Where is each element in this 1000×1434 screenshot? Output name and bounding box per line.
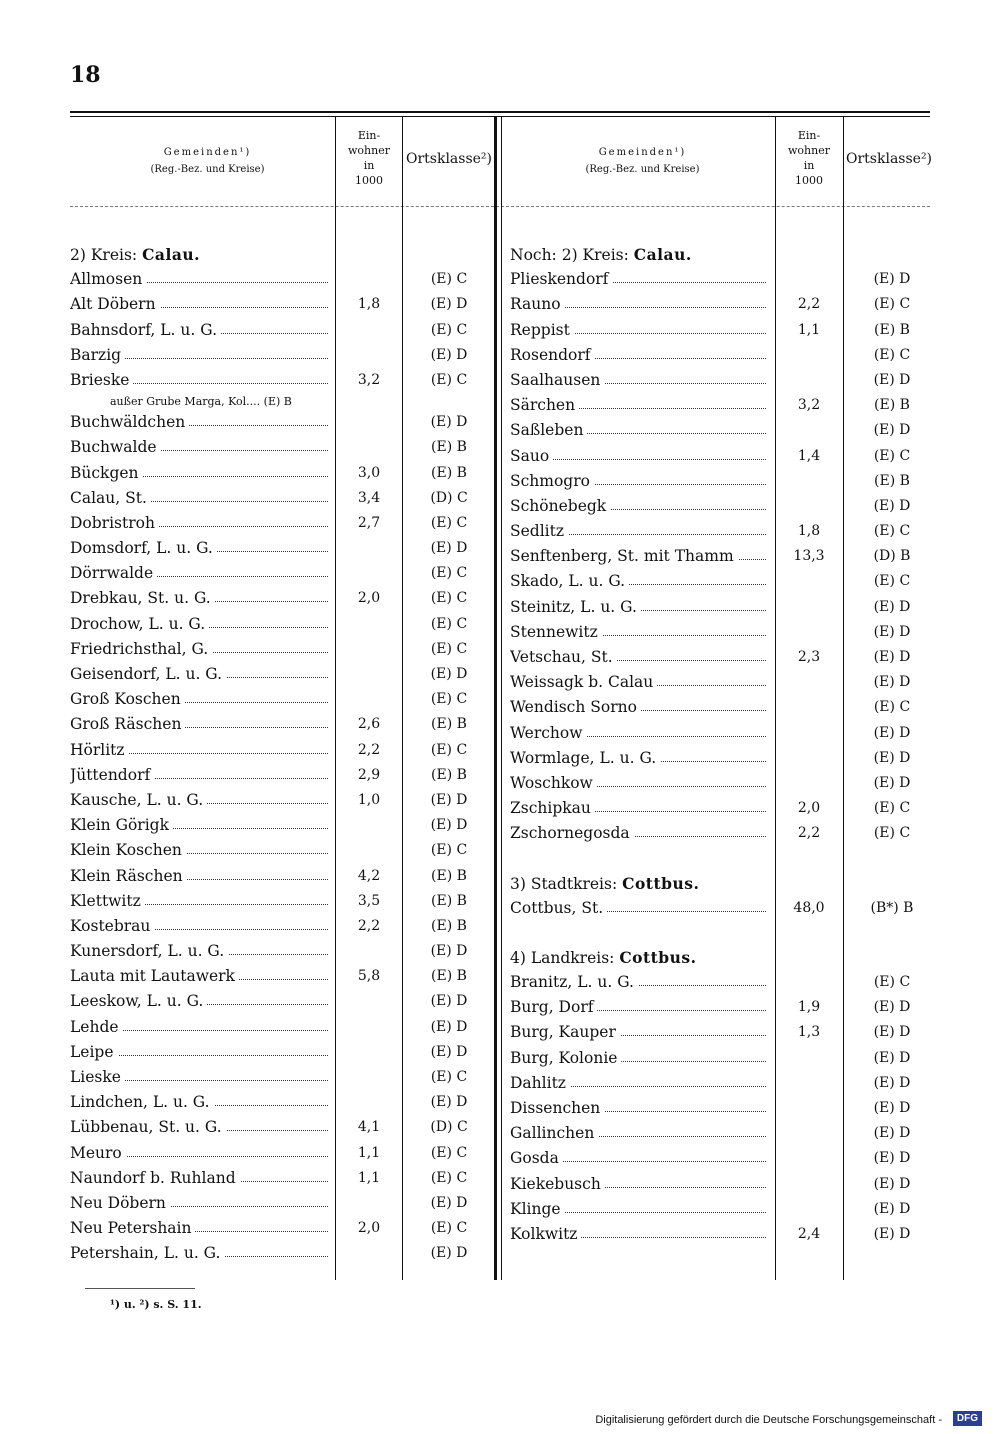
municipality-name: Gallinchen [510, 1121, 598, 1146]
header-gemeinden-right: Gemeinden¹) [598, 147, 687, 158]
population-value: 1,1 [797, 321, 821, 338]
municipality-name: Jüttendorf [70, 763, 154, 788]
table-row [70, 662, 495, 687]
spacer [510, 847, 930, 871]
table-row [70, 1141, 495, 1166]
population-value: 3,4 [357, 489, 381, 506]
population-value: 2,6 [357, 716, 381, 733]
table-row [510, 670, 930, 695]
ortsklasse-value: (E) C [430, 615, 468, 632]
municipality-name: Schmogro [510, 469, 594, 494]
ortsklasse-value: (E) D [430, 666, 468, 682]
ortsklasse-value: (E) D [430, 346, 468, 363]
table-row [510, 494, 930, 519]
ortsklasse-value: (D) C [430, 1119, 468, 1136]
municipality-name: Särchen [510, 393, 579, 418]
section-district: Calau. [633, 245, 692, 264]
ortsklasse-value: (E) C [430, 321, 468, 338]
municipality-name: Plieskendorf [510, 267, 612, 292]
ortsklasse-value: (E) D [430, 540, 468, 557]
table-row [510, 1096, 930, 1121]
ortsklasse-value: (E) B [874, 397, 910, 414]
ortsklasse-value: (E) D [430, 1018, 468, 1035]
municipality-name: Werchow [510, 721, 587, 746]
table-row [510, 620, 930, 645]
ortsklasse-value: (E) D [873, 1225, 911, 1242]
municipality-name: Steinitz, L. u. G. [510, 595, 641, 620]
table-row [510, 343, 930, 368]
ortsklasse-value: (E) B [431, 968, 467, 985]
table-row [510, 469, 930, 494]
header-separator [70, 206, 930, 207]
table-row [70, 864, 495, 889]
table-row [70, 1241, 495, 1266]
ortsklasse-value: (E) D [873, 271, 911, 288]
municipality-name: Weissagk b. Calau [510, 670, 657, 695]
population-value: 2,0 [797, 800, 821, 817]
population-value: 1,9 [797, 999, 821, 1016]
municipality-name: Woschkow [510, 771, 597, 796]
ortsklasse-value: (E) C [430, 842, 468, 859]
ortsklasse-value: (E) D [873, 1200, 911, 1217]
table-row [70, 586, 495, 611]
ortsklasse-value: (E) C [873, 346, 911, 363]
table-row [70, 1065, 495, 1090]
ortsklasse-value: (E) C [873, 523, 911, 540]
table-row [70, 989, 495, 1014]
municipality-name: Klein Görigk [70, 813, 173, 838]
population-value: 1,1 [357, 1169, 381, 1186]
municipality-name: Hörlitz [70, 738, 129, 763]
header-gemeinden-sub-left: (Reg.-Bez. und Kreise) [150, 164, 265, 175]
ortsklasse-value: (E) B [874, 472, 910, 489]
municipality-name: Dissenchen [510, 1096, 604, 1121]
table-row [510, 1071, 930, 1096]
population-value: 4,1 [357, 1119, 381, 1136]
ortsklasse-value: (E) D [430, 1094, 468, 1111]
ortsklasse-value: (D) B [873, 548, 911, 565]
ortsklasse-value: (E) D [873, 371, 911, 388]
municipality-name: Burg, Dorf [510, 995, 597, 1020]
ortsklasse-value: (E) D [873, 774, 911, 791]
population-value: 2,2 [797, 825, 821, 842]
municipality-name: Sauo [510, 444, 553, 469]
left-column [70, 242, 495, 1267]
table-row [70, 486, 495, 511]
table-row [70, 637, 495, 662]
center-rule-2 [501, 117, 502, 1280]
municipality-name: Zschornegosda [510, 821, 634, 846]
municipality-name: Buchwäldchen [70, 410, 189, 435]
table-row [70, 914, 495, 939]
table-row [70, 1115, 495, 1140]
population-value: 1,4 [797, 447, 821, 464]
municipality-name: Neu Döbern [70, 1191, 170, 1216]
table-row [70, 461, 495, 486]
section-label: 2) Kreis: [70, 246, 143, 264]
ortsklasse-value: (E) C [430, 1169, 468, 1186]
population-value: 3,5 [357, 892, 381, 909]
ortsklasse-value: (E) B [874, 321, 910, 338]
table-row [70, 1040, 495, 1065]
ortsklasse-value: (E) D [873, 497, 911, 514]
ortsklasse-value: (E) C [873, 974, 911, 991]
table-row [510, 645, 930, 670]
ortsklasse-value: (E) B [431, 464, 467, 481]
digitization-credit: Digitalisierung gefördert durch die Deutsche Forschungsgemeinschaft - [595, 1414, 942, 1426]
ortsklasse-value: (E) D [873, 1125, 911, 1142]
municipality-name: Dahlitz [510, 1071, 570, 1096]
ortsklasse-value: (E) C [873, 296, 911, 313]
ortsklasse-value: (E) C [430, 1069, 468, 1085]
municipality-name: Naundorf b. Ruhland [70, 1166, 240, 1191]
ortsklasse-value: (E) D [873, 1074, 911, 1091]
table-row [510, 393, 930, 418]
footnote: ¹) u. ²) s. S. 11. [110, 1298, 202, 1311]
municipality-name: Bahnsdorf, L. u. G. [70, 318, 221, 343]
municipality-name: Wormlage, L. u. G. [510, 746, 660, 771]
spacer [510, 921, 930, 945]
sub-entry-text: außer Grube Marga, Kol.... (E) B [110, 395, 292, 409]
table-row [510, 821, 930, 846]
ortsklasse-value: (E) C [430, 590, 468, 607]
population-value: 1,3 [797, 1024, 821, 1041]
ortsklasse-value: (E) C [873, 699, 911, 716]
population-value: 1,1 [357, 1144, 381, 1161]
municipality-name: Lieske [70, 1065, 125, 1090]
municipality-name: Drochow, L. u. G. [70, 612, 209, 637]
footnote-rule [85, 1288, 195, 1289]
table-row [70, 738, 495, 763]
page-number: 18 [70, 62, 101, 88]
ortsklasse-value: (E) C [430, 1220, 468, 1237]
table-row [510, 1121, 930, 1146]
municipality-name: Saalhausen [510, 368, 604, 393]
table-row [510, 368, 930, 393]
section-heading [510, 242, 930, 267]
section-label: 4) Landkreis: [510, 948, 620, 967]
municipality-name: Geisendorf, L. u. G. [70, 662, 226, 687]
table-row [510, 544, 930, 569]
table-row [70, 318, 495, 343]
table-row [70, 813, 495, 838]
municipality-name: Lübbenau, St. u. G. [70, 1115, 226, 1140]
ortsklasse-value: (E) D [873, 1175, 911, 1192]
ortsklasse-value: (E) D [430, 817, 468, 834]
municipality-name: Bückgen [70, 461, 143, 486]
table-row [70, 368, 495, 393]
table-row [70, 687, 495, 712]
table-row [70, 1191, 495, 1216]
municipality-name: Leipe [70, 1040, 118, 1065]
municipality-name: Sedlitz [510, 519, 568, 544]
ortsklasse-value: (E) D [430, 1194, 468, 1211]
table-row [70, 1166, 495, 1191]
ortsklasse-value: (E) D [873, 1024, 911, 1041]
municipality-name: Senftenberg, St. mit Thamm [510, 544, 738, 569]
table-row [70, 763, 495, 788]
table-row [70, 511, 495, 536]
ortsklasse-value: (E) C [430, 640, 468, 657]
municipality-name: Burg, Kolonie [510, 1046, 621, 1071]
table-row [510, 896, 930, 921]
population-value: 2,9 [357, 766, 381, 783]
municipality-name: Domsdorf, L. u. G. [70, 536, 217, 561]
table-row [510, 796, 930, 821]
population-value: 2,7 [357, 514, 381, 531]
population-value: 5,8 [357, 968, 381, 985]
section-label: 3) Stadtkreis: [510, 874, 623, 893]
municipality-name: Buchwalde [70, 435, 161, 460]
municipality-name: Wendisch Sorno [510, 695, 641, 720]
table-row [510, 1020, 930, 1045]
municipality-name: Kunersdorf, L. u. G. [70, 939, 228, 964]
municipality-name: Reppist [510, 318, 574, 343]
ortsklasse-value: (E) D [873, 999, 911, 1016]
header-einwohner-left: Ein- wohner in 1000 [348, 129, 390, 187]
header-gemeinden-sub-right: (Reg.-Bez. und Kreise) [585, 164, 700, 175]
ortsklasse-value: (E) C [430, 271, 468, 288]
section-heading [70, 242, 495, 267]
municipality-name: Klinge [510, 1197, 565, 1222]
municipality-name: Friedrichsthal, G. [70, 637, 212, 662]
ortsklasse-value: (E) D [873, 422, 911, 439]
municipality-name: Burg, Kauper [510, 1020, 620, 1045]
ortsklasse-value: (E) D [873, 1049, 911, 1066]
table-row [70, 788, 495, 813]
population-value: 1,0 [357, 791, 381, 808]
ortsklasse-value: (E) D [430, 296, 468, 313]
municipality-name: Klettwitz [70, 889, 145, 914]
population-value: 3,0 [357, 464, 381, 481]
ortsklasse-value: (E) C [873, 800, 911, 817]
municipality-name: Skado, L. u. G. [510, 569, 629, 594]
section-district: Calau. [142, 245, 201, 264]
ortsklasse-value: (E) C [430, 514, 468, 531]
table-row [70, 1015, 495, 1040]
population-value: 2,2 [797, 296, 821, 313]
municipality-name: Kostebrau [70, 914, 154, 939]
municipality-name: Alt Döbern [70, 292, 160, 317]
ortsklasse-value: (E) D [873, 724, 911, 741]
ortsklasse-value: (E) B [431, 766, 467, 783]
ortsklasse-value: (E) C [430, 741, 468, 758]
table-row [70, 435, 495, 460]
ortsklasse-value: (E) C [873, 447, 911, 464]
municipality-name: Gosda [510, 1146, 563, 1171]
municipality-name: Cottbus, St. [510, 896, 607, 921]
municipality-name: Lehde [70, 1015, 123, 1040]
municipality-name: Calau, St. [70, 486, 151, 511]
ortsklasse-value: (E) D [430, 791, 468, 808]
header-einwohner-right: Ein- wohner in 1000 [788, 129, 830, 187]
table-row [70, 712, 495, 737]
right-column [510, 242, 930, 1247]
table-row [510, 721, 930, 746]
ortsklasse-value: (E) D [873, 674, 911, 691]
municipality-name: Saßleben [510, 418, 587, 443]
municipality-name: Branitz, L. u. G. [510, 970, 638, 995]
municipality-name: Kolkwitz [510, 1222, 581, 1247]
ortsklasse-value: (E) D [430, 993, 468, 1010]
ortsklasse-value: (E) B [431, 716, 467, 733]
table-row [510, 771, 930, 796]
municipality-name: Lindchen, L. u. G. [70, 1090, 214, 1115]
table-row [510, 292, 930, 317]
ortsklasse-value: (E) D [873, 1100, 911, 1116]
ortsklasse-value: (E) B [431, 867, 467, 884]
table-row [70, 343, 495, 368]
header-ortsklasse-right: Ortsklasse²) [846, 151, 933, 167]
top-rule-thin [70, 116, 930, 117]
municipality-name: Neu Petershain [70, 1216, 195, 1241]
table-row [510, 746, 930, 771]
table-row [70, 410, 495, 435]
ortsklasse-value: (E) C [430, 371, 468, 388]
population-value: 2,0 [357, 590, 381, 607]
municipality-name: Kausche, L. u. G. [70, 788, 207, 813]
table-row [510, 318, 930, 343]
table-row [70, 561, 495, 586]
section-district: Cottbus. [622, 873, 700, 893]
ortsklasse-value: (E) C [873, 573, 911, 590]
municipality-name: Brieske [70, 368, 133, 393]
table-row [510, 970, 930, 995]
municipality-name: Leeskow, L. u. G. [70, 989, 207, 1014]
population-value: 2,2 [357, 741, 381, 758]
municipality-name: Dobristroh [70, 511, 159, 536]
table-row [510, 1197, 930, 1222]
municipality-name: Drebkau, St. u. G. [70, 586, 215, 611]
table-row [70, 939, 495, 964]
table-row [70, 838, 495, 863]
ortsklasse-value: (E) C [430, 691, 468, 708]
top-rule-thick [70, 111, 930, 113]
table-row [510, 569, 930, 594]
dfg-logo: DFG [953, 1411, 982, 1426]
municipality-name: Stennewitz [510, 620, 602, 645]
table-row [70, 536, 495, 561]
table-row [510, 1222, 930, 1247]
population-value: 1,8 [357, 296, 381, 313]
ortsklasse-value: (E) C [430, 565, 468, 582]
section-heading [510, 871, 930, 896]
header-gemeinden-left: Gemeinden¹) [163, 147, 252, 158]
ortsklasse-value: (E) D [873, 598, 911, 615]
table-row [510, 595, 930, 620]
municipality-name: Meuro [70, 1141, 126, 1166]
ortsklasse-value: (B*) B [870, 899, 914, 916]
municipality-name: Klein Koschen [70, 838, 186, 863]
table-row [70, 1090, 495, 1115]
ortsklasse-value: (E) C [430, 1144, 468, 1161]
ortsklasse-value: (E) D [430, 414, 468, 431]
municipality-name: Lauta mit Lautawerk [70, 964, 239, 989]
population-value: 3,2 [357, 371, 381, 388]
ortsklasse-value: (E) D [873, 649, 911, 665]
ortsklasse-value: (D) C [430, 489, 468, 506]
population-value: 4,2 [357, 867, 381, 884]
municipality-name: Groß Räschen [70, 712, 185, 737]
table-row [70, 292, 495, 317]
municipality-name: Groß Koschen [70, 687, 185, 712]
table-row [70, 267, 495, 292]
municipality-name: Allmosen [70, 267, 146, 292]
population-value: 2,0 [357, 1220, 381, 1237]
section-district: Cottbus. [619, 947, 697, 967]
ortsklasse-value: (E) D [873, 749, 911, 766]
population-value: 1,8 [797, 523, 821, 540]
population-value: 48,0 [793, 899, 825, 916]
ortsklasse-value: (E) C [873, 825, 911, 842]
population-value: 2,4 [797, 1225, 821, 1242]
header-ortsklasse-left: Ortsklasse²) [405, 151, 493, 167]
table-row [510, 444, 930, 469]
table-row [510, 1146, 930, 1171]
table-row [70, 612, 495, 637]
municipality-name: Petershain, L. u. G. [70, 1241, 224, 1266]
table-row [510, 1046, 930, 1071]
municipality-name: Kiekebusch [510, 1172, 605, 1197]
section-label: Noch: 2) Kreis: [510, 246, 634, 264]
sub-entry [70, 393, 495, 410]
table-row [510, 519, 930, 544]
municipality-name: Rosendorf [510, 343, 595, 368]
section-heading [510, 945, 930, 970]
municipality-name: Zschipkau [510, 796, 595, 821]
population-value: 2,3 [797, 649, 821, 665]
table-row [70, 889, 495, 914]
population-value: 13,3 [793, 548, 825, 565]
ortsklasse-value: (E) D [873, 1150, 911, 1167]
municipality-name: Dörrwalde [70, 561, 157, 586]
municipality-name: Klein Räschen [70, 864, 187, 889]
table-row [510, 1172, 930, 1197]
table-row [510, 418, 930, 443]
ortsklasse-value: (E) B [431, 892, 467, 909]
municipality-name: Barzig [70, 343, 125, 368]
ortsklasse-value: (E) D [430, 1043, 468, 1060]
table-row [70, 964, 495, 989]
ortsklasse-value: (E) D [873, 623, 911, 640]
table-row [510, 267, 930, 292]
population-value: 3,2 [797, 397, 821, 414]
table-row [510, 995, 930, 1020]
municipality-name: Rauno [510, 292, 565, 317]
population-value: 2,2 [357, 917, 381, 934]
ortsklasse-value: (E) B [431, 917, 467, 934]
ortsklasse-value: (E) D [430, 1245, 468, 1262]
municipality-name: Vetschau, St. [510, 645, 617, 670]
ortsklasse-value: (E) D [430, 943, 468, 960]
table-row [510, 695, 930, 720]
municipality-name: Schönebegk [510, 494, 610, 519]
ortsklasse-value: (E) B [431, 439, 467, 456]
table-row [70, 1216, 495, 1241]
